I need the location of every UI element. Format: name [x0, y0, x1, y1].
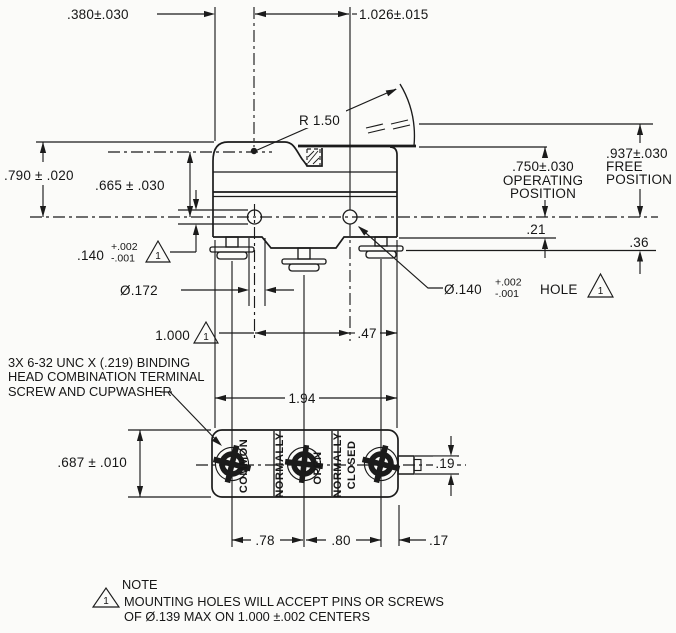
label-open: OPEN — [312, 451, 324, 485]
dim-free-position-value: .937±.030 — [606, 146, 668, 161]
flag-right-number: 1 — [597, 286, 604, 297]
flag-centers-number: 1 — [203, 332, 209, 343]
dim-terminal-pitch-right-text: .80 — [331, 533, 351, 548]
dim-hole-centers-text: 1.000 — [155, 328, 190, 343]
dim-operating-position-label1: OPERATING — [502, 173, 584, 188]
dim-free-position-label2: POSITION — [606, 172, 673, 187]
note-line2: OF Ø.139 MAX ON 1.000 ±.002 CENTERS — [124, 609, 370, 624]
dim-boss-dia-text: Ø.172 — [120, 283, 158, 298]
dim-mounting-hole-right-minus: -.001 — [495, 288, 519, 300]
dim-body-height-text: .790 ± .020 — [4, 168, 74, 183]
dim-body-width-text: 1.94 — [288, 391, 316, 406]
dim-pivot-height — [95, 152, 193, 217]
dim-terminal-pitch-left — [232, 533, 303, 548]
lever-swing-arc — [400, 84, 414, 146]
dim-operating-position-value: .750±.030 — [512, 159, 574, 174]
screw-head-normally-closed — [358, 441, 404, 487]
dim-mounting-hole-left-minus: -.001 — [111, 252, 135, 265]
label-closed: CLOSED — [346, 440, 358, 490]
dim-pivot-height-text: .665 ± .030 — [95, 178, 165, 193]
terminal-screw-no-side — [282, 248, 326, 271]
dim-lever-radius — [255, 86, 398, 151]
terminal-screw-common-side — [210, 237, 254, 259]
dim-mounting-hole-right-suffix: HOLE — [540, 282, 578, 297]
terminal-screw-callout — [8, 355, 224, 448]
label-normally-1: NORMALLY — [274, 432, 286, 498]
callout-line2: HEAD COMBINATION TERMINAL — [8, 369, 205, 384]
dim-mounting-hole-right-value: Ø.140 — [444, 282, 482, 297]
dim-terminal-edge — [399, 533, 448, 548]
note-block — [93, 577, 444, 624]
dim-terminal-pitch-right — [306, 533, 381, 548]
dim-free-position — [606, 124, 672, 217]
dim-hole-centers — [155, 322, 350, 343]
dim-mounting-hole-right-plus: +.002 — [495, 276, 522, 289]
dim-pivot-spacing — [255, 7, 428, 22]
dim-terminal-pitch-left-text: .78 — [255, 533, 275, 548]
lever-break-marks — [366, 120, 410, 133]
flag-note-number: 1 — [103, 596, 109, 607]
callout-line3: SCREW AND CUPWASHER — [8, 384, 172, 399]
dim-base-height-text: .687 ± .010 — [57, 455, 127, 470]
plunger — [307, 149, 320, 165]
dim-lever-radius-text: R 1.50 — [299, 113, 340, 128]
dim-operating-position — [503, 147, 583, 217]
dim-mounting-hole-right — [356, 224, 613, 300]
flag-left-number: 1 — [155, 251, 161, 262]
terminal-block-view — [209, 430, 421, 498]
body-outline-left — [213, 142, 322, 237]
dim-pivot-spacing-text: 1.026±.015 — [359, 7, 429, 22]
note-line1: MOUNTING HOLES WILL ACCEPT PINS OR SCREWS — [124, 594, 444, 609]
dim-hole-to-edge — [350, 326, 397, 341]
dim-base-height — [57, 430, 143, 497]
dim-mounting-hole-left-plus: +.002 — [111, 241, 138, 253]
note-heading: NOTE — [122, 577, 158, 592]
dim-hole-to-edge-text: .47 — [357, 326, 377, 341]
dim-free-position-label1: FREE — [606, 159, 643, 174]
dim-mounting-hole-left-value: .140 — [77, 248, 105, 263]
label-normally-2: NORMALLY — [332, 432, 344, 498]
dim-cl-to-base — [526, 222, 548, 258]
dim-pin-width — [433, 436, 457, 496]
dim-boss-dia — [120, 283, 294, 298]
dim-cl-to-base-text: .21 — [526, 222, 546, 237]
dim-lever-offset-text: .380±.030 — [67, 7, 129, 22]
dim-lever-offset — [67, 7, 215, 22]
dim-cl-to-washer-text: .36 — [629, 235, 649, 250]
label-common: COMMON — [238, 438, 250, 494]
dim-body-height — [4, 142, 74, 217]
dim-body-width — [215, 391, 397, 406]
dim-cl-to-washer — [629, 235, 648, 274]
dim-operating-position-label2: POSITION — [509, 186, 577, 201]
terminal-screw-nc-side — [359, 237, 403, 258]
dim-mounting-hole-left — [77, 190, 199, 265]
callout-line1: 3X 6-32 UNC X (.219) BINDING — [8, 355, 191, 370]
dim-pin-width-text: .19 — [435, 456, 455, 471]
dim-terminal-edge-text: .17 — [429, 533, 449, 548]
